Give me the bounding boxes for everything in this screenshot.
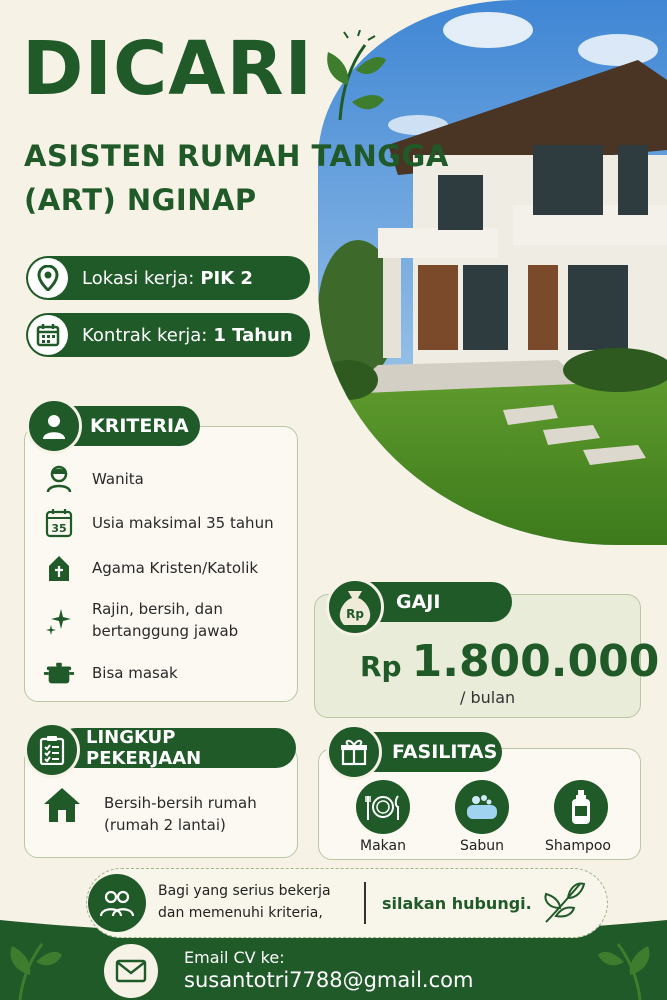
lokasi-pill	[26, 256, 310, 300]
lokasi-value: PIK 2	[200, 267, 253, 289]
people-group-icon	[88, 874, 146, 932]
gaji-currency: Rp	[360, 650, 402, 683]
clipboard-checklist-icon	[24, 722, 80, 778]
fasilitas-label-sabun: Sabun	[459, 838, 505, 854]
gaji-value: 1.800.000	[411, 636, 660, 687]
gaji-amount	[360, 636, 659, 687]
svg-text:35: 35	[51, 522, 67, 535]
gaji-period: / bulan	[460, 688, 516, 707]
kriteria-item	[44, 553, 258, 583]
kriteria-item	[44, 464, 144, 494]
cta-text	[158, 880, 331, 924]
kontrak-label: Kontrak kerja:	[82, 324, 208, 346]
kriteria-item	[44, 508, 274, 538]
lingkup-heading	[56, 728, 296, 768]
cooking-pot-icon	[44, 658, 74, 688]
subtitle-line-2: (ART) NGINAP	[24, 183, 257, 217]
location-pin-icon	[28, 258, 68, 298]
church-icon	[44, 553, 74, 583]
kriteria-heading-text: KRITERIA	[90, 415, 189, 437]
kriteria-item	[44, 658, 178, 688]
plate-cutlery-icon	[356, 780, 410, 834]
cta-action: silakan hubungi.	[382, 894, 532, 913]
envelope-icon	[104, 944, 158, 998]
calendar-icon	[28, 315, 68, 355]
kriteria-text: Usia maksimal 35 tahun	[92, 514, 274, 532]
kriteria-text: Wanita	[92, 470, 144, 488]
kontrak-value: 1 Tahun	[213, 324, 293, 346]
fasilitas-heading-text: FASILITAS	[392, 741, 498, 763]
cta-divider	[364, 882, 366, 924]
contact-email[interactable]: susantotri7788@gmail.com	[184, 968, 474, 992]
money-bag-icon	[326, 578, 384, 636]
kriteria-text-line2: bertanggung jawab	[92, 622, 239, 640]
subtitle-line-1: ASISTEN RUMAH TANGGA	[24, 139, 449, 173]
contact-label: Email CV ke:	[184, 948, 285, 967]
lingkup-line-1: Bersih-bersih rumah	[104, 794, 257, 812]
sparkle-icon	[44, 605, 74, 635]
gift-icon	[326, 724, 382, 780]
lingkup-heading-text: LINGKUP PEKERJAAN	[86, 727, 202, 769]
shampoo-bottle-icon	[554, 780, 608, 834]
gaji-heading-text: GAJI	[396, 591, 441, 613]
soap-icon	[455, 780, 509, 834]
kriteria-text: Rajin, bersih, dan	[92, 600, 223, 618]
leaf-branch-icon	[540, 878, 588, 930]
leaf-sprig-icon	[320, 30, 390, 122]
lingkup-line-2: (rumah 2 lantai)	[104, 816, 226, 834]
cta-line-1: Bagi yang serius bekerja	[158, 883, 331, 899]
kriteria-text: Agama Kristen/Katolik	[92, 559, 259, 577]
kriteria-item	[44, 598, 238, 642]
calendar-35-icon	[44, 508, 74, 538]
kriteria-text: Bisa masak	[92, 664, 178, 682]
house-icon	[42, 786, 82, 828]
kontrak-pill	[26, 313, 310, 357]
fasilitas-label-makan: Makan	[360, 838, 406, 854]
lokasi-label: Lokasi kerja:	[82, 267, 195, 289]
svg-text:Rp: Rp	[346, 607, 364, 621]
fasilitas-label-shampoo: Shampoo	[545, 838, 611, 854]
lingkup-description	[104, 792, 257, 836]
poster-subtitle	[24, 134, 449, 222]
person-icon	[26, 398, 82, 454]
woman-icon	[44, 464, 74, 494]
poster-title: DICARI	[22, 26, 314, 112]
cta-line-2: dan memenuhi kriteria,	[158, 905, 323, 921]
